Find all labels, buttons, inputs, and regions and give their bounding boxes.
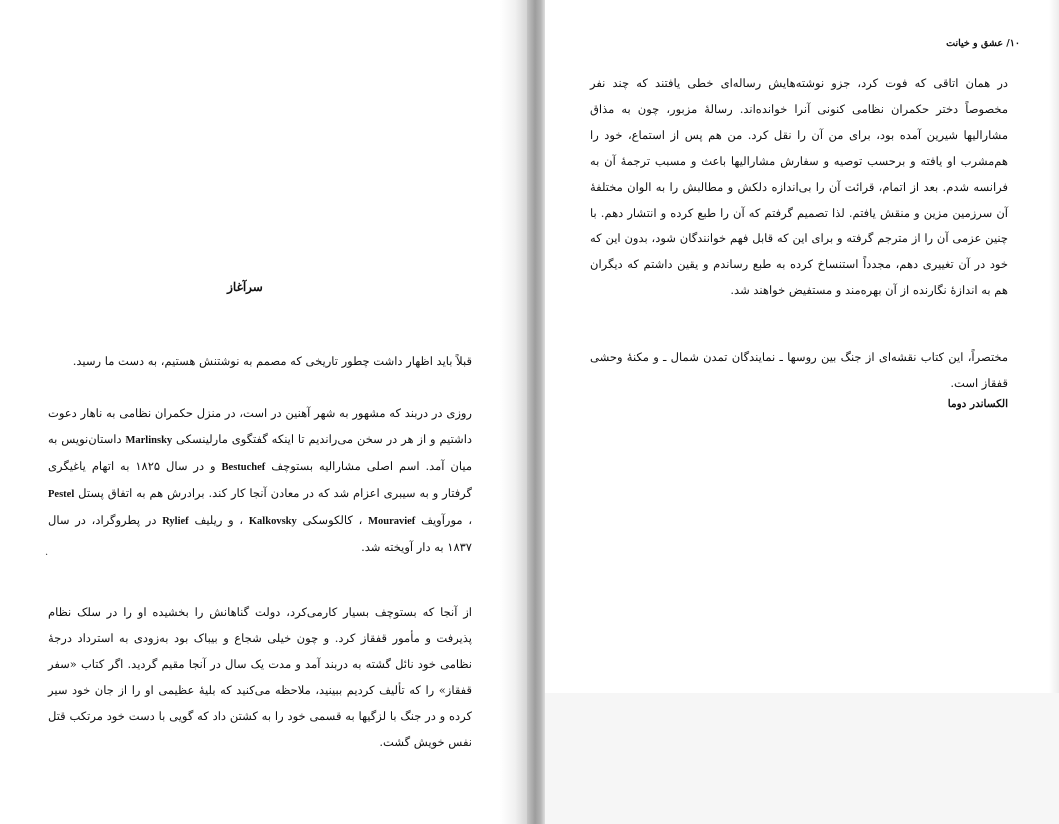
paragraph-2-text-g: در پطروگراد، در سال ۱۸۳۷ به دار آویخته شد.	[48, 512, 472, 554]
left-paragraph-1: قبلاً باید اظهار داشت چطور تاریخی که مصمم به نوشتنش هستیم، به دست ما رسید.	[72, 354, 472, 368]
paragraph-2-text-c: و در سال ۱۸۲۵ به اتهام یاغیگری گرفتار و به سیبری اعزام شد که در معادن آنجا کار کند. برادرش هم به اتفاق پستل	[48, 458, 473, 500]
left-paragraph-2	[48, 401, 472, 560]
right-page-lower-shade	[545, 693, 1059, 824]
margin-mark: ·	[45, 550, 49, 561]
left-page-gutter-shadow	[500, 0, 527, 824]
paragraph-2-text-f: ، و ریلیف	[194, 512, 244, 527]
name-marlinsky: Marlinsky	[125, 434, 173, 446]
paragraph-2-text-d: ، مورآویف	[421, 512, 473, 527]
name-pestel: Pestel	[48, 488, 75, 500]
left-paragraph-3: از آنجا که بستوچف بسیار کارمی‌کرد، دولت گناهانش را بخشیده او را در سلک نظام پذیرفت و مأمور قفقاز کرد. و چون خیلی شجاع و بیباک بود به‌زودی به استرداد درجهٔ نظامی خود نائل گشته به دربند آمد و مدت یک سال در آنجا مقیم گردید. اگر کتاب «سفر قفقاز» را که تألیف کردیم ببینید، ملاحظه می‌کنید که بلیهٔ عظیمی او را از جان خود سیر کرده و در جنگ با لزگیها به قسمی خود را به کشتن داد که گویی با دست خود مرتکب قتل نفس خویش گشت.	[48, 605, 472, 749]
right-paragraph-1: در همان اتاقی که فوت کرد، جزو نوشته‌هایش رساله‌ای خطی یافتند که چند نفر مخصوصاً دختر حکمران نظامی کنونی آنرا خوانده‌اند. رسالهٔ مزبور، چون به مذاق مشارالیها شیرین آمده بود، برای من آن را نقل کرد. من هم پس از استماع، خود را هم‌مشرب او یافته و برحسب توصیه و سفارش مشارالیها باعث و مسبب ترجمهٔ آن به فرانسه شدم. بعد از اتمام، قرائت آن را بی‌اندازه دلکش و مطالبش را به الوان مختلفهٔ آن سرزمین مزین و منقش یافتم. لذا تصمیم گرفتم که آن را طبع کرده و انتشار دهم. با چنین عزمی آن را از مترجم گرفته و برای این که قابل فهم خوانندگان شود، بدون این که خود در آن تغییری دهم، مجدداً استنساخ کرده به طبع رساندم و یقین داشتم که دیگران هم به اندازهٔ نگارنده از آن بهره‌مند و مستفیض خواهند شد.	[590, 76, 1008, 298]
paragraph-2-text-a: روزی در دربند که مشهور به شهر آهنین در است، در منزل حکمران نظامی به ناهار دعوت داشتیم و از هر در سخن می‌راندیم تا اینکه گفتگوی مارلینسکی	[48, 406, 473, 446]
book-gutter	[527, 0, 545, 824]
name-kalkovsky: Kalkovsky	[248, 515, 297, 527]
name-bestuchef: Bestuchef	[221, 461, 266, 473]
name-mouravief: Mouravief	[368, 515, 416, 527]
paragraph-2-text-e: ، کالکوسکی	[302, 512, 363, 527]
paragraph-2-text-b: داستان‌نویس به میان آمد. اسم اصلی مشارالیه بستوچف	[48, 431, 473, 473]
right-page-edge-shadow	[1049, 0, 1059, 693]
right-paragraph-2: مختصراً، این کتاب نقشه‌ای از جنگ بین روسها ـ نمایندگان تمدن شمال ـ و مکنهٔ وحشی قفقاز است.	[590, 350, 1008, 390]
author-signature: الکساندر دوما	[947, 398, 1008, 410]
running-header: ۱۰/ عشق و خیانت	[946, 38, 1020, 49]
name-rylief: Rylief	[162, 515, 189, 527]
chapter-title: سرآغاز	[227, 280, 263, 294]
